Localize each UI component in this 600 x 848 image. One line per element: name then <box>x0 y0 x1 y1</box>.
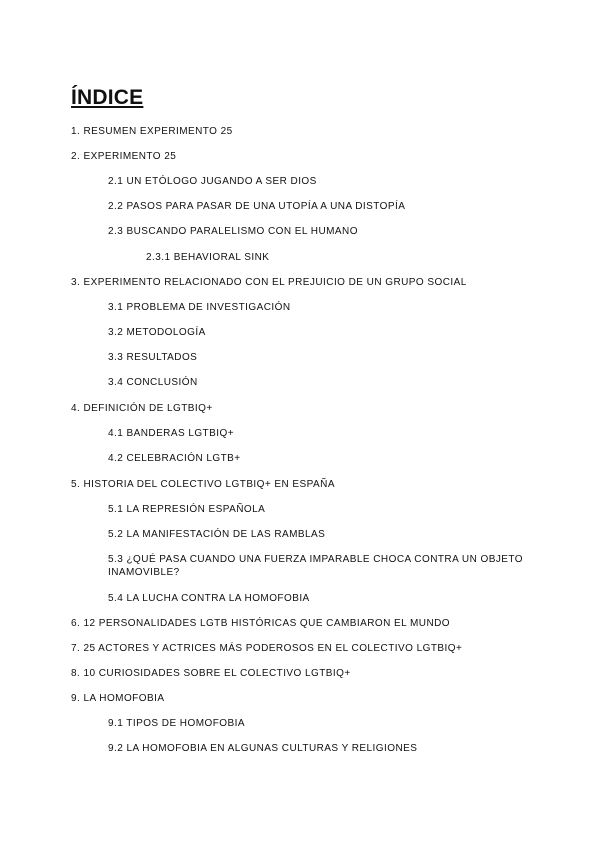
toc-entry-4-1: 4.1 BANDERAS LGTBIQ+ <box>108 428 234 439</box>
toc-entry-5-2: 5.2 LA MANIFESTACIÓN DE LAS RAMBLAS <box>108 529 326 540</box>
toc-entry-7: 7. 25 ACTORES Y ACTRICES MÁS PODEROSOS EN EL COLECTIVO LGTBIQ+ <box>71 643 463 654</box>
toc-entry-2-3: 2.3 BUSCANDO PARALELISMO CON EL HUMANO <box>108 226 358 237</box>
toc-entry-5: 5. HISTORIA DEL COLECTIVO LGTBIQ+ EN ESPAÑA <box>71 479 335 490</box>
toc-entry-3-4: 3.4 CONCLUSIÓN <box>108 377 198 388</box>
toc-entry-5-3: 5.3 ¿QUÉ PASA CUANDO UNA FUERZA IMPARABLE CHOCA CONTRA UN OBJETO INAMOVIBLE? <box>108 554 523 578</box>
toc-entry-2-1: 2.1 UN ETÓLOGO JUGANDO A SER DIOS <box>108 176 317 187</box>
toc-entry-2-2: 2.2 PASOS PARA PASAR DE UNA UTOPÍA A UNA DISTOPÍA <box>108 201 406 212</box>
toc-entry-5-1: 5.1 LA REPRESIÓN ESPAÑOLA <box>108 504 266 515</box>
toc-entry-5-4: 5.4 LA LUCHA CONTRA LA HOMOFOBIA <box>108 593 310 604</box>
toc-entry-2-3-1: 2.3.1 BEHAVIORAL SINK <box>146 252 270 263</box>
toc-entry-3-2: 3.2 METODOLOGÍA <box>108 327 206 338</box>
toc-entry-9-1: 9.1 TIPOS DE HOMOFOBIA <box>108 718 245 729</box>
toc-entry-3-1: 3.1 PROBLEMA DE INVESTIGACIÓN <box>108 302 291 313</box>
index-title: ÍNDICE <box>71 86 144 109</box>
toc-entry-3: 3. EXPERIMENTO RELACIONADO CON EL PREJUICIO DE UN GRUPO SOCIAL <box>71 277 467 288</box>
toc-entry-3-3: 3.3 RESULTADOS <box>108 352 198 363</box>
toc-entry-9: 9. LA HOMOFOBIA <box>71 693 165 704</box>
toc-entry-9-2: 9.2 LA HOMOFOBIA EN ALGUNAS CULTURAS Y RELIGIONES <box>108 743 418 754</box>
toc-entry-4-2: 4.2 CELEBRACIÓN LGTB+ <box>108 453 241 464</box>
toc-entry-1: 1. RESUMEN EXPERIMENTO 25 <box>71 126 233 137</box>
toc-entry-8: 8. 10 CURIOSIDADES SOBRE EL COLECTIVO LGTBIQ+ <box>71 668 351 679</box>
toc-entry-2: 2. EXPERIMENTO 25 <box>71 151 177 162</box>
toc-entry-6: 6. 12 PERSONALIDADES LGTB HISTÓRICAS QUE CAMBIARON EL MUNDO <box>71 618 451 629</box>
toc-entry-4: 4. DEFINICIÓN DE LGTBIQ+ <box>71 403 213 414</box>
